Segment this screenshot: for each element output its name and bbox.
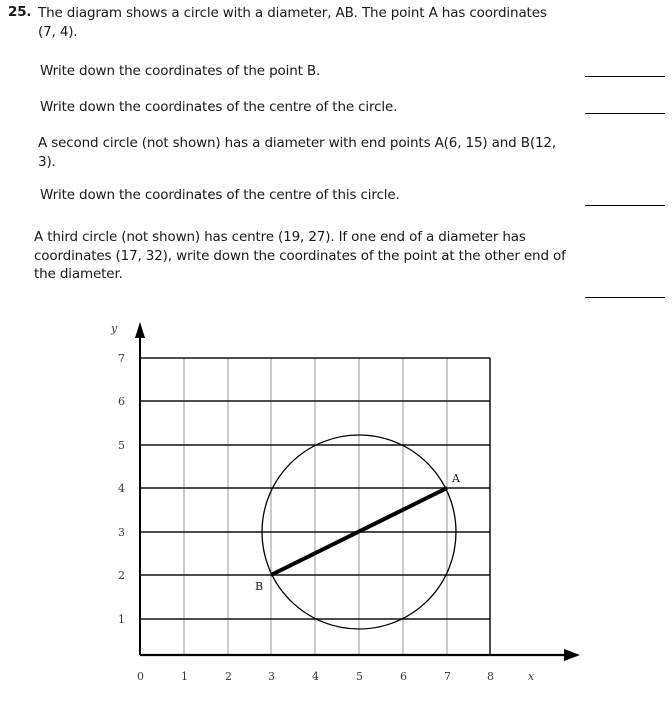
- y-tick-6: 6: [118, 395, 125, 408]
- x-tick-6: 6: [400, 670, 407, 683]
- x-axis: [140, 649, 580, 661]
- x-axis-label: x: [528, 670, 535, 683]
- point-label-a: A: [452, 472, 460, 485]
- x-tick-4: 4: [312, 670, 319, 683]
- answer-line-2[interactable]: [585, 113, 665, 114]
- question-part-1: Write down the coordinates of the point B.: [40, 63, 321, 79]
- y-tick-7: 7: [118, 352, 125, 365]
- y-tick-1: 1: [118, 613, 125, 626]
- answer-line-4[interactable]: [585, 297, 665, 298]
- y-tick-labels: [118, 352, 125, 626]
- answer-line-1[interactable]: [585, 76, 665, 77]
- question-part-2: Write down the coordinates of the centre of the circle.: [40, 99, 398, 115]
- question-stem: The diagram shows a circle with a diameter, AB. The point A has coordinates (7, 4).: [38, 5, 547, 40]
- x-tick-labels: [137, 670, 494, 683]
- question-part-4: Write down the coordinates of the centre of this circle.: [40, 187, 400, 203]
- question-number: 25.: [8, 4, 32, 20]
- y-tick-5: 5: [118, 439, 125, 452]
- point-label-b: B: [255, 580, 264, 593]
- x-tick-3: 3: [268, 670, 275, 683]
- question-part-5: A third circle (not shown) has centre (19, 27). If one end of a diameter has coordinates (17, 32), write down the coordinates of the point at the other end of the diameter.: [34, 229, 566, 282]
- y-axis-label: y: [111, 322, 118, 335]
- y-tick-4: 4: [118, 482, 125, 495]
- x-tick-2: 2: [225, 670, 232, 683]
- question-part-3: A second circle (not shown) has a diameter with end points A(6, 15) and B(12, 3).: [38, 135, 556, 170]
- coordinate-grid-diagram: [0, 310, 672, 702]
- y-tick-2: 2: [118, 569, 125, 582]
- x-tick-1: 1: [181, 670, 188, 683]
- x-tick-7: 7: [444, 670, 451, 683]
- answer-line-3[interactable]: [585, 205, 665, 206]
- y-tick-3: 3: [118, 526, 125, 539]
- x-tick-0: 0: [137, 670, 144, 683]
- x-tick-8: 8: [487, 670, 494, 683]
- x-tick-5: 5: [356, 670, 363, 683]
